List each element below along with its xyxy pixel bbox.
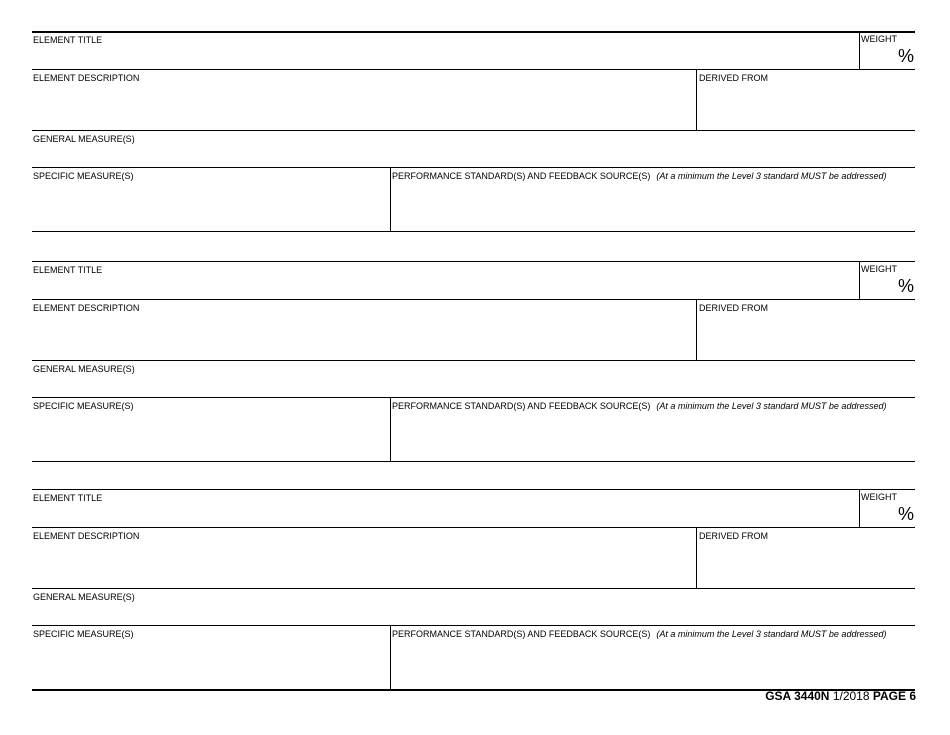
performance-standards-label bbox=[392, 171, 886, 181]
general-measures-field[interactable] bbox=[32, 589, 915, 625]
specific-measures-label: SPECIFIC MEASURE(S) bbox=[33, 171, 134, 181]
element-title-field[interactable] bbox=[32, 262, 859, 299]
element-title-label: ELEMENT TITLE bbox=[33, 35, 103, 45]
element-title-field[interactable] bbox=[32, 32, 859, 69]
derived-from-label: DERIVED FROM bbox=[699, 303, 769, 313]
performance-standards-note: (At a minimum the Level 3 standard MUST be addressed) bbox=[656, 401, 887, 411]
general-measures-field[interactable] bbox=[32, 361, 915, 397]
divider bbox=[32, 231, 915, 232]
specific-measures-label: SPECIFIC MEASURE(S) bbox=[33, 629, 134, 639]
performance-standards-title: PERFORMANCE STANDARD(S) AND FEEDBACK SOURCE(S) bbox=[392, 401, 651, 411]
element-description-label: ELEMENT DESCRIPTION bbox=[33, 531, 140, 541]
form-date: 1/2018 bbox=[832, 689, 870, 703]
performance-standards-label bbox=[392, 629, 886, 639]
element-description-label: ELEMENT DESCRIPTION bbox=[33, 303, 140, 313]
derived-from-label: DERIVED FROM bbox=[699, 531, 769, 541]
divider bbox=[32, 461, 915, 462]
specific-measures-label: SPECIFIC MEASURE(S) bbox=[33, 401, 134, 411]
element-title-label: ELEMENT TITLE bbox=[33, 493, 103, 503]
general-measures-label: GENERAL MEASURE(S) bbox=[33, 592, 135, 602]
general-measures-label: GENERAL MEASURE(S) bbox=[33, 364, 135, 374]
form-number: GSA 3440N bbox=[765, 689, 830, 703]
weight-percent-sign: % bbox=[897, 46, 914, 66]
performance-standards-note: (At a minimum the Level 3 standard MUST be addressed) bbox=[656, 171, 887, 181]
weight-label: WEIGHT bbox=[861, 34, 897, 44]
element-title-label: ELEMENT TITLE bbox=[33, 265, 103, 275]
weight-label: WEIGHT bbox=[861, 264, 897, 274]
performance-element-section bbox=[32, 31, 915, 232]
performance-standards-title: PERFORMANCE STANDARD(S) AND FEEDBACK SOURCE(S) bbox=[392, 629, 651, 639]
weight-label: WEIGHT bbox=[861, 492, 897, 502]
weight-percent-sign: % bbox=[897, 276, 914, 296]
performance-element-section bbox=[32, 489, 915, 690]
general-measures-label: GENERAL MEASURE(S) bbox=[33, 134, 135, 144]
performance-standards-title: PERFORMANCE STANDARD(S) AND FEEDBACK SOURCE(S) bbox=[392, 171, 651, 181]
performance-standards-label bbox=[392, 401, 886, 411]
performance-standards-note: (At a minimum the Level 3 standard MUST be addressed) bbox=[656, 629, 887, 639]
weight-percent-sign: % bbox=[897, 504, 914, 524]
element-description-label: ELEMENT DESCRIPTION bbox=[33, 73, 140, 83]
element-title-field[interactable] bbox=[32, 490, 859, 527]
general-measures-field[interactable] bbox=[32, 131, 915, 167]
form-footer bbox=[765, 689, 916, 703]
derived-from-label: DERIVED FROM bbox=[699, 73, 769, 83]
page-number: PAGE 6 bbox=[872, 689, 916, 703]
performance-element-section bbox=[32, 261, 915, 462]
